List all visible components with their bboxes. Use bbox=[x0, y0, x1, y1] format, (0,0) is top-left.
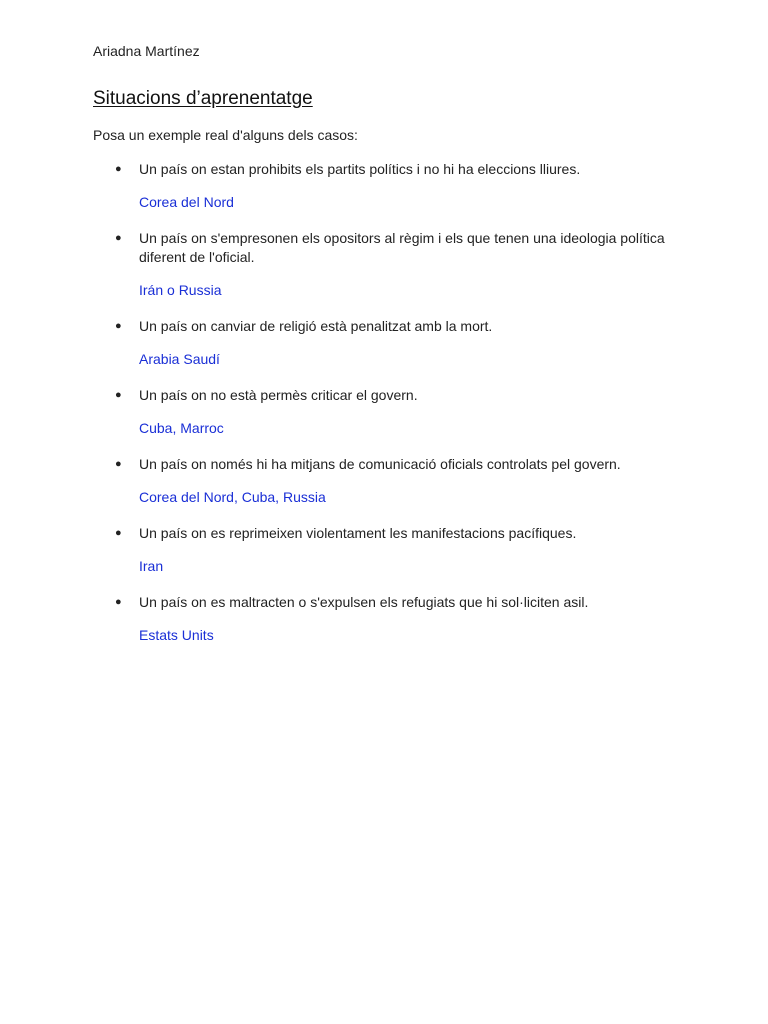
case-answer: Arabia Saudí bbox=[139, 351, 220, 367]
case-answer: Cuba, Marroc bbox=[139, 420, 224, 436]
list-item bbox=[93, 160, 673, 212]
list-item bbox=[93, 386, 673, 438]
cases-list bbox=[93, 160, 673, 662]
case-answer: Estats Units bbox=[139, 627, 214, 643]
case-question: Un país on es maltracten o s'expulsen els refugiats que hi sol·liciten asil. bbox=[139, 594, 589, 610]
case-answer: Iran bbox=[139, 558, 164, 574]
author-name: Ariadna Martínez bbox=[93, 43, 200, 59]
case-question: Un país on es reprimeixen violentament les manifestacions pacífiques. bbox=[139, 525, 577, 541]
case-question: Un país on estan prohibits els partits polítics i no hi ha eleccions lliures. bbox=[139, 161, 581, 177]
bullet-icon: ● bbox=[115, 232, 122, 244]
list-item bbox=[93, 229, 673, 300]
list-item bbox=[93, 455, 673, 507]
case-question: Un país on s'empresonen els opositors al règim i els que tenen una ideologia política diferent de l'oficial. bbox=[139, 230, 665, 265]
case-question: Un país on canviar de religió està penalitzat amb la mort. bbox=[139, 318, 493, 334]
bullet-icon: ● bbox=[115, 527, 122, 539]
bullet-icon: ● bbox=[115, 320, 122, 332]
bullet-icon: ● bbox=[115, 596, 122, 608]
case-answer: Irán o Russia bbox=[139, 282, 222, 298]
case-answer: Corea del Nord, Cuba, Russia bbox=[139, 489, 326, 505]
case-answer: Corea del Nord bbox=[139, 194, 234, 210]
bullet-icon: ● bbox=[115, 458, 122, 470]
bullet-icon: ● bbox=[115, 163, 122, 175]
intro-text: Posa un exemple real d'alguns dels casos: bbox=[93, 127, 358, 143]
list-item bbox=[93, 593, 673, 645]
list-item bbox=[93, 524, 673, 576]
bullet-icon: ● bbox=[115, 389, 122, 401]
list-item bbox=[93, 317, 673, 369]
page-title: Situacions d’aprenentatge bbox=[93, 88, 313, 109]
case-question: Un país on només hi ha mitjans de comunicació oficials controlats pel govern. bbox=[139, 456, 621, 472]
case-question: Un país on no està permès criticar el govern. bbox=[139, 387, 418, 403]
